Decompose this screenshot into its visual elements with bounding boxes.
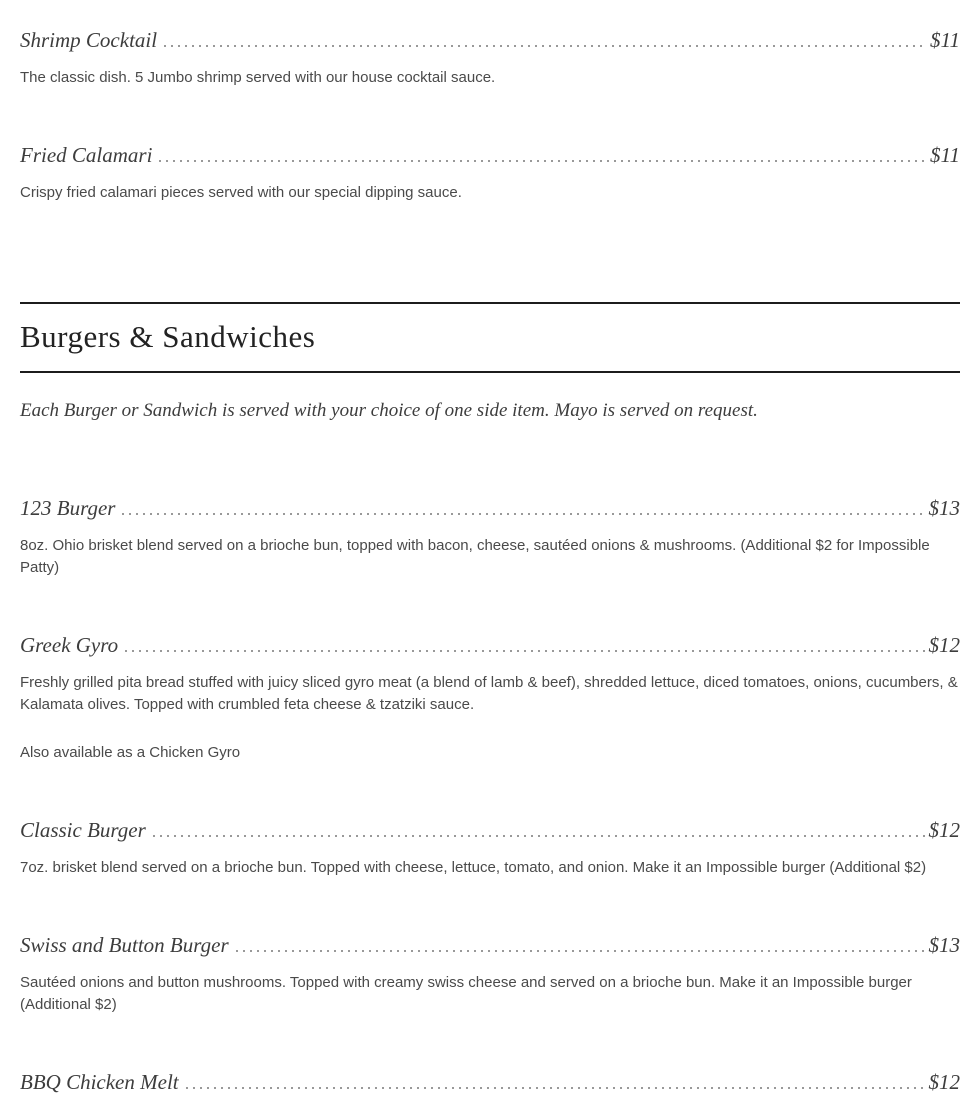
menu-item-greek-gyro (20, 634, 960, 764)
menu-item-title: BBQ Chicken Melt (20, 1070, 179, 1094)
menu-item-price: $12 (928, 633, 960, 657)
menu-item-description: Crispy fried calamari pieces served with our special dipping sauce. (20, 184, 462, 201)
dot-leader (186, 1087, 925, 1089)
dot-leader (236, 950, 925, 952)
menu-item-price: $13 (928, 933, 960, 957)
menu-item-header (20, 819, 960, 842)
menu-item-title: 123 Burger (20, 496, 116, 520)
menu-item-fried-calamari (20, 144, 960, 204)
section-header (20, 302, 960, 373)
menu-item-title: Classic Burger (20, 818, 146, 842)
dot-leader (164, 45, 926, 47)
menu-item-classic-burger (20, 819, 960, 879)
menu-item-title: Fried Calamari (20, 143, 153, 167)
section-note: Each Burger or Sandwich is served with your choice of one side item. Mayo is served on request. (20, 400, 758, 421)
menu-item-price: $12 (928, 818, 960, 842)
menu-item-price: $12 (928, 1070, 960, 1094)
menu-item-title: Shrimp Cocktail (20, 28, 158, 52)
menu-item-header (20, 144, 960, 167)
menu-item-shrimp-cocktail (20, 29, 960, 89)
menu-item-price: $11 (930, 143, 960, 167)
menu-item-description: 8oz. Ohio brisket blend served on a brioche bun, topped with bacon, cheese, sautéed onions & mushrooms. (Additional $2 for Impossible Patty) (20, 537, 930, 576)
section-title: Burgers & Sandwiches (20, 319, 316, 354)
menu-item-description: 7oz. brisket blend served on a brioche bun. Topped with cheese, lettuce, tomato, and onion. Make it an Impossible burger (Additional $2) (20, 859, 927, 876)
dot-leader (159, 160, 926, 162)
menu-item-header (20, 497, 960, 520)
menu-item-description: The classic dish. 5 Jumbo shrimp served with our house cocktail sauce. (20, 69, 496, 86)
dot-leader (153, 835, 925, 837)
menu-item-bbq-chicken-melt (20, 1071, 960, 1094)
menu-item-description-extra: Also available as a Chicken Gyro (20, 744, 241, 761)
menu-item-title: Greek Gyro (20, 633, 119, 657)
section-items (20, 497, 960, 1094)
menu-item-header (20, 634, 960, 657)
menu-item-header (20, 1071, 960, 1094)
menu-item-description: Freshly grilled pita bread stuffed with juicy sliced gyro meat (a blend of lamb & beef), shredded lettuce, diced tomatoes, onions, cucumbers, & Kalamata olives. Topped with crumbled feta cheese & tzatziki sauce. (20, 674, 958, 713)
menu-item-description: Sautéed onions and button mushrooms. Topped with creamy swiss cheese and served on a brioche bun. Make it an Impossible burger (Additional $2) (20, 974, 912, 1013)
menu-item-title: Swiss and Button Burger (20, 933, 229, 957)
menu-item-price: $13 (928, 496, 960, 520)
menu-item-price: $11 (930, 28, 960, 52)
dot-leader (125, 650, 924, 652)
menu-item-swiss-and-button-burger (20, 934, 960, 1016)
dot-leader (122, 513, 924, 515)
menu-item-header (20, 29, 960, 52)
menu-item-123-burger (20, 497, 960, 579)
menu-item-header (20, 934, 960, 957)
